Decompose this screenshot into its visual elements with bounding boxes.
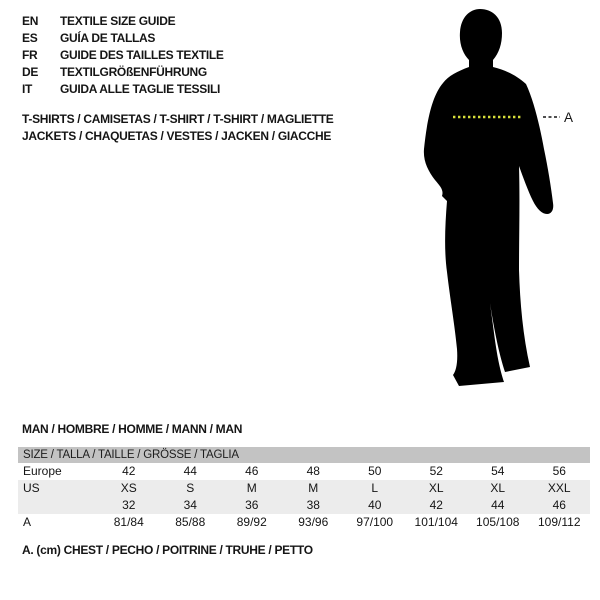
language-label: GUÍA DE TALLAS bbox=[60, 31, 156, 45]
size-cell: 56 bbox=[552, 464, 566, 478]
size-cell: 50 bbox=[368, 464, 382, 478]
size-table-header: SIZE / TALLA / TAILLE / GRÖSSE / TAGLIA bbox=[18, 447, 590, 463]
size-cell: 52 bbox=[429, 464, 443, 478]
size-cell: XS bbox=[120, 481, 137, 495]
language-row bbox=[22, 64, 224, 81]
size-cell: S bbox=[186, 481, 195, 495]
size-cell: 38 bbox=[306, 498, 320, 512]
language-row bbox=[22, 81, 224, 98]
language-label: GUIDE DES TAILLES TEXTILE bbox=[60, 48, 224, 62]
row-label: US bbox=[23, 481, 40, 495]
measurement-footnote: A. (cm) CHEST / PECHO / POITRINE / TRUHE / PETTO bbox=[22, 543, 313, 557]
category-list bbox=[22, 111, 334, 145]
size-cell: XL bbox=[428, 481, 444, 495]
man-silhouette bbox=[410, 0, 600, 400]
table-row-europe bbox=[18, 463, 590, 480]
size-cell: 40 bbox=[368, 498, 382, 512]
size-cell: L bbox=[371, 481, 379, 495]
size-cell: M bbox=[246, 481, 257, 495]
size-cell: 46 bbox=[552, 498, 566, 512]
size-cell: 105/108 bbox=[476, 515, 520, 529]
size-cell: M bbox=[308, 481, 319, 495]
category-line-tshirts: T-SHIRTS / CAMISETAS / T-SHIRT / T-SHIRT / MAGLIETTE bbox=[22, 112, 334, 126]
language-code: DE bbox=[22, 65, 39, 79]
category-line-jackets: JACKETS / CHAQUETAS / VESTES / JACKEN / GIACCHE bbox=[22, 129, 332, 143]
language-row bbox=[22, 30, 224, 47]
size-table bbox=[18, 447, 590, 531]
size-cell: 54 bbox=[491, 464, 505, 478]
size-cell: 48 bbox=[306, 464, 320, 478]
size-cell: 44 bbox=[491, 498, 505, 512]
size-cell: 42 bbox=[429, 498, 443, 512]
size-cell: XXL bbox=[547, 481, 571, 495]
language-code: EN bbox=[22, 14, 39, 28]
size-cell: 101/104 bbox=[414, 515, 458, 529]
size-cell: 44 bbox=[183, 464, 197, 478]
size-cell: 42 bbox=[122, 464, 136, 478]
size-cell: 81/84 bbox=[113, 515, 144, 529]
size-cell: 34 bbox=[183, 498, 197, 512]
language-label: TEXTILE SIZE GUIDE bbox=[60, 14, 176, 28]
language-label: GUIDA ALLE TAGLIE TESSILI bbox=[60, 82, 221, 96]
row-label: Europe bbox=[23, 464, 62, 478]
size-cell: 93/96 bbox=[298, 515, 329, 529]
row-label: A bbox=[23, 515, 32, 529]
row-label bbox=[18, 497, 98, 514]
language-row bbox=[22, 47, 224, 64]
size-cell: 109/112 bbox=[538, 515, 581, 529]
table-row-us-numeric bbox=[18, 497, 590, 514]
size-cell: 97/100 bbox=[356, 515, 394, 529]
language-code: ES bbox=[22, 31, 38, 45]
man-silhouette-figure bbox=[410, 0, 600, 400]
size-cell: 46 bbox=[245, 464, 259, 478]
language-label: TEXTILGRÖßENFÜHRUNG bbox=[60, 65, 207, 79]
language-list bbox=[22, 13, 224, 98]
size-cell: 32 bbox=[122, 498, 136, 512]
measure-label-a: A bbox=[564, 110, 574, 125]
size-cell: 89/92 bbox=[236, 515, 267, 529]
size-cell: XL bbox=[490, 481, 506, 495]
section-title: MAN / HOMBRE / HOMME / MANN / MAN bbox=[22, 422, 243, 436]
language-row bbox=[22, 13, 224, 30]
size-cell: 36 bbox=[245, 498, 259, 512]
language-code: IT bbox=[22, 82, 33, 96]
table-row-us bbox=[18, 480, 590, 497]
size-cell: 85/88 bbox=[175, 515, 206, 529]
silhouette-shape bbox=[424, 9, 553, 386]
table-row-chest-cm bbox=[18, 514, 590, 531]
language-code: FR bbox=[22, 48, 38, 62]
